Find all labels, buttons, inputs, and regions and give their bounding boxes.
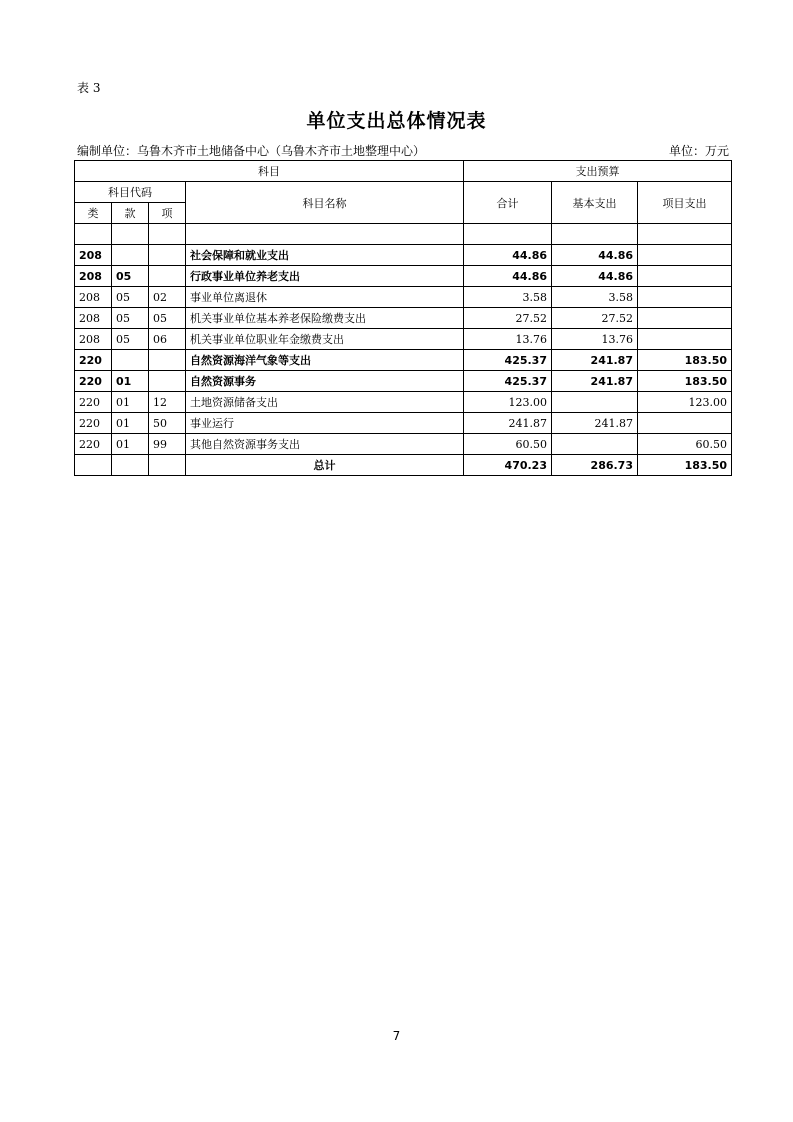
project-cell	[638, 329, 732, 350]
basic-cell	[552, 392, 638, 413]
spacer-cell	[638, 224, 732, 245]
subject-name-cell: 自然资源事务	[186, 371, 464, 392]
project-cell: 183.50	[638, 350, 732, 371]
item-cell: 12	[149, 392, 186, 413]
item-cell: 02	[149, 287, 186, 308]
class-cell: 220	[75, 392, 112, 413]
currency-unit: 单位：万元	[668, 144, 729, 158]
item-cell	[149, 371, 186, 392]
spacer-cell	[464, 224, 552, 245]
compiling-unit: 编制单位：乌鲁木齐市土地储备中心（乌鲁木齐市土地整理中心）	[77, 144, 426, 158]
subject-name-cell: 机关事业单位职业年金缴费支出	[186, 329, 464, 350]
project-cell: 183.50	[638, 371, 732, 392]
item-cell	[149, 245, 186, 266]
section-cell: 01	[112, 371, 149, 392]
class-header: 类	[75, 203, 112, 224]
total-cell: 27.52	[464, 308, 552, 329]
class-cell: 220	[75, 413, 112, 434]
section-cell: 05	[112, 329, 149, 350]
class-cell: 220	[75, 371, 112, 392]
total-cell: 241.87	[464, 413, 552, 434]
project-cell	[638, 266, 732, 287]
expenditure-table	[74, 160, 732, 476]
subject-name-header: 科目名称	[186, 182, 464, 224]
total-cell: 425.37	[464, 350, 552, 371]
section-cell: 01	[112, 434, 149, 455]
project-header: 项目支出	[638, 182, 732, 224]
subject-code-header: 科目代码	[75, 182, 186, 203]
total-row	[75, 455, 732, 476]
basic-header: 基本支出	[552, 182, 638, 224]
basic-cell: 44.86	[552, 245, 638, 266]
item-cell: 50	[149, 413, 186, 434]
basic-cell	[552, 434, 638, 455]
spacer-cell	[552, 224, 638, 245]
table-row	[75, 392, 732, 413]
section-cell: 01	[112, 392, 149, 413]
subject-name-cell: 行政事业单位养老支出	[186, 266, 464, 287]
section-cell	[112, 350, 149, 371]
project-cell	[638, 245, 732, 266]
item-cell: 06	[149, 329, 186, 350]
total-cell: 425.37	[464, 371, 552, 392]
class-cell: 208	[75, 329, 112, 350]
basic-cell: 241.87	[552, 371, 638, 392]
total-header: 合计	[464, 182, 552, 224]
spacer-cell	[149, 224, 186, 245]
subject-name-cell: 事业运行	[186, 413, 464, 434]
section-header: 款	[112, 203, 149, 224]
total-cell: 60.50	[464, 434, 552, 455]
table-row	[75, 245, 732, 266]
subject-name-cell: 事业单位离退休	[186, 287, 464, 308]
grand-total-cell: 470.23	[464, 455, 552, 476]
item-cell	[149, 455, 186, 476]
class-cell: 208	[75, 245, 112, 266]
subject-name-cell: 机关事业单位基本养老保险缴费支出	[186, 308, 464, 329]
class-cell: 208	[75, 308, 112, 329]
project-cell	[638, 413, 732, 434]
table-row	[75, 413, 732, 434]
class-cell: 208	[75, 287, 112, 308]
table-row	[75, 308, 732, 329]
subject-name-cell: 土地资源储备支出	[186, 392, 464, 413]
project-cell: 123.00	[638, 392, 732, 413]
total-cell: 44.86	[464, 266, 552, 287]
class-cell	[75, 455, 112, 476]
section-cell: 05	[112, 287, 149, 308]
total-label-cell: 总计	[186, 455, 464, 476]
project-cell	[638, 308, 732, 329]
section-cell: 05	[112, 308, 149, 329]
subject-name-cell: 自然资源海洋气象等支出	[186, 350, 464, 371]
page-number: 7	[392, 1029, 401, 1043]
table-row	[75, 350, 732, 371]
item-cell: 05	[149, 308, 186, 329]
total-cell: 44.86	[464, 245, 552, 266]
class-cell: 208	[75, 266, 112, 287]
total-cell: 123.00	[464, 392, 552, 413]
project-cell: 60.50	[638, 434, 732, 455]
class-cell: 220	[75, 350, 112, 371]
subject-name-cell: 社会保障和就业支出	[186, 245, 464, 266]
item-header: 项	[149, 203, 186, 224]
spacer-cell	[186, 224, 464, 245]
project-cell	[638, 287, 732, 308]
item-cell: 99	[149, 434, 186, 455]
basic-cell: 44.86	[552, 266, 638, 287]
basic-cell: 241.87	[552, 413, 638, 434]
basic-cell: 3.58	[552, 287, 638, 308]
spacer-cell	[112, 224, 149, 245]
page-title: 单位支出总体情况表	[306, 110, 487, 132]
basic-cell: 13.76	[552, 329, 638, 350]
section-cell	[112, 455, 149, 476]
item-cell	[149, 350, 186, 371]
basic-cell: 241.87	[552, 350, 638, 371]
class-cell: 220	[75, 434, 112, 455]
subject-header: 科目	[75, 161, 464, 182]
section-cell: 05	[112, 266, 149, 287]
grand-basic-cell: 286.73	[552, 455, 638, 476]
section-cell: 01	[112, 413, 149, 434]
subject-name-cell: 其他自然资源事务支出	[186, 434, 464, 455]
table-row	[75, 287, 732, 308]
table-row	[75, 434, 732, 455]
total-cell: 13.76	[464, 329, 552, 350]
budget-header: 支出预算	[464, 161, 732, 182]
section-cell	[112, 245, 149, 266]
grand-project-cell: 183.50	[638, 455, 732, 476]
table-row	[75, 371, 732, 392]
spacer-cell	[75, 224, 112, 245]
total-cell: 3.58	[464, 287, 552, 308]
table-row	[75, 266, 732, 287]
table-row	[75, 329, 732, 350]
table-label: 表 3	[77, 81, 101, 95]
item-cell	[149, 266, 186, 287]
basic-cell: 27.52	[552, 308, 638, 329]
